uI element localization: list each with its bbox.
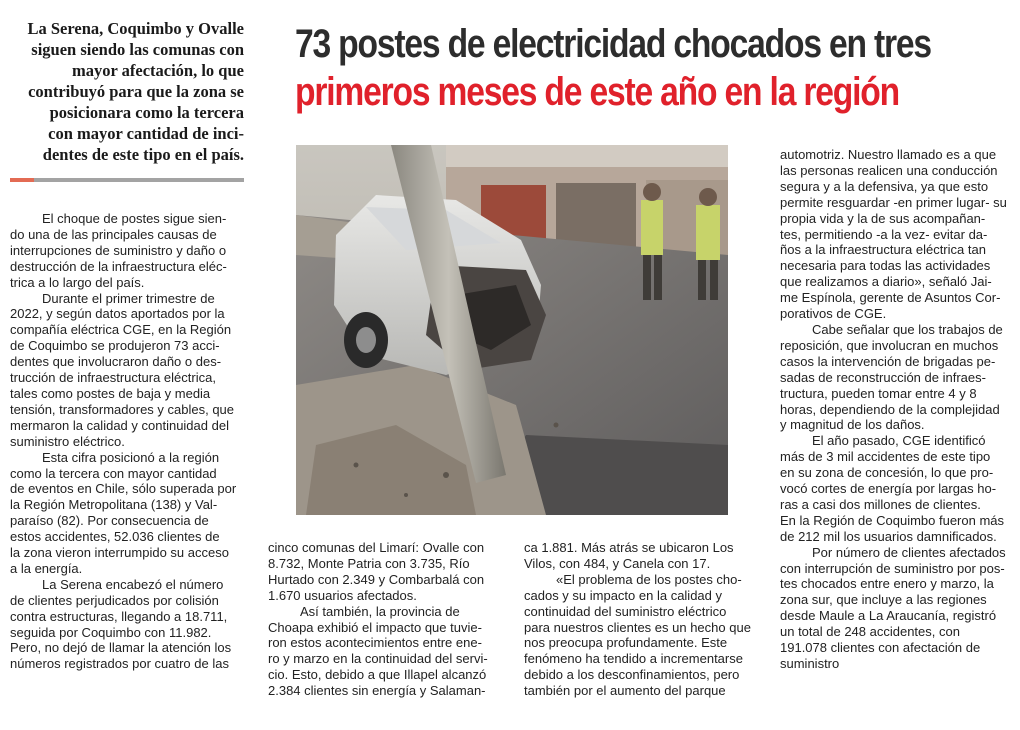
body-line: la zona vieron interrumpido su acceso: [10, 545, 229, 561]
body-line: Cabe señalar que los trabajos de: [812, 321, 1003, 337]
body-line: tensión, transformadores y cables, que: [10, 401, 235, 417]
lead-line: contribuyó para que la zona se: [28, 82, 244, 101]
lead-summary: [10, 18, 244, 165]
body-line: Durante el primer trimestre de: [42, 290, 215, 306]
body-line: me Espínola, gerente de Asuntos Cor-: [780, 290, 1001, 306]
body-line: mermaron la calidad y continuidad del: [10, 417, 229, 433]
lead-line: posicionara como la tercera: [49, 103, 244, 122]
body-line: Por número de clientes afectados: [812, 544, 1006, 560]
lead-line: siguen siendo las comunas con: [31, 40, 244, 59]
body-line: como la tercera con mayor cantidad: [10, 465, 217, 481]
article-column-3: [524, 540, 756, 699]
body-line: números registrados por cuatro de las: [10, 656, 229, 672]
body-line: tructura, pueden tomar entre 4 y 8: [780, 385, 977, 401]
body-line: destrucción de la infraestructura eléc-: [10, 258, 227, 274]
body-line: cinco comunas del Limarí: Ovalle con: [268, 540, 485, 555]
headline-line-2: primeros meses de este año en la región: [295, 70, 899, 114]
body-line: ron estos acontecimientos entre ene-: [268, 635, 482, 651]
article-column-4: [780, 147, 1012, 672]
body-line: permite resguardar -en primer lugar- su: [780, 194, 1007, 210]
body-line: tales como postes de baja y media: [10, 385, 211, 401]
body-line: estos accidentes, 52.036 clientes de: [10, 529, 220, 545]
body-line: dentes que involucraron daño o des-: [10, 354, 222, 370]
body-line: un total de 248 accidentes, con: [780, 624, 960, 640]
body-line: Choapa exhibió el impacto que tuvie-: [268, 619, 482, 635]
body-line: ro y marzo en la continuidad del servi-: [268, 651, 488, 667]
body-line: tes chocados entre enero y marzo, la: [780, 576, 994, 592]
body-line: Vilos, con 484, y Canela con 17.: [524, 555, 711, 571]
body-line: El choque de postes sigue sien-: [42, 211, 227, 226]
body-line: reposición, que involucran en muchos: [780, 337, 999, 353]
body-line: continuidad del suministro eléctrico: [524, 603, 727, 619]
body-line: trica a lo largo del país.: [10, 274, 145, 290]
body-line: automotriz. Nuestro llamado es a que: [780, 147, 997, 162]
body-line: segura y a la defensiva, ya que esto: [780, 178, 989, 194]
body-line: seguida por Coquimbo con 11.982.: [10, 624, 212, 640]
body-line: de eventos en Chile, sólo superada por: [10, 481, 237, 497]
article-column-1: [10, 211, 244, 672]
body-line: cados y su impacto en la calidad y: [524, 587, 722, 603]
lead-line: mayor afectación, lo que: [71, 61, 244, 80]
body-line: suministro: [780, 656, 840, 671]
body-line: para nuestros clientes es un hecho que: [524, 619, 751, 635]
body-line: zona sur, que incluye a las regiones: [780, 592, 987, 608]
body-line: con interrupción de suministro por pos-: [780, 560, 1005, 576]
lead-line: con mayor cantidad de inci-: [48, 124, 244, 143]
body-line: desde Maule a La Araucanía, registró: [780, 608, 997, 624]
body-line: Esta cifra posicionó a la región: [42, 449, 220, 465]
headline-line-1: 73 postes de electricidad chocados en tres: [295, 22, 931, 66]
body-line: vocó cortes de energía por largas ho-: [780, 481, 997, 497]
body-line: nos preocupa profundamente. Este: [524, 635, 728, 651]
body-line: más de 3 mil accidentes de este tipo: [780, 449, 991, 465]
body-line: fenómeno ha tendido a incrementarse: [524, 651, 743, 667]
lead-line: dentes de este tipo en el país.: [42, 145, 244, 164]
body-line: cio. Esto, debido a que Illapel alcanzó: [268, 667, 487, 683]
body-line: ras a casi dos millones de clientes.: [780, 496, 981, 512]
body-line: contra estructuras, llegando a 18.711,: [10, 608, 228, 624]
body-line: ca 1.881. Más atrás se ubicaron Los: [524, 540, 734, 555]
body-line: Hurtado con 2.349 y Combarbalá con: [268, 571, 485, 587]
body-line: debido a los desconfinamientos, pero: [524, 667, 740, 683]
body-line: tes, permitiendo -a la vez- evitar da-: [780, 226, 988, 242]
body-line: sadas de reconstrucción de infraes-: [780, 369, 986, 385]
section-divider: [10, 178, 244, 182]
body-line: ños a la infraestructura eléctrica tan: [780, 242, 986, 258]
body-line: propia vida y la de sus acompañan-: [780, 210, 986, 226]
body-line: 2.384 clientes sin energía y Salaman-: [268, 683, 486, 699]
body-line: casos la intervención de brigadas pe-: [780, 353, 996, 369]
article-column-2: [268, 540, 500, 699]
body-line: paraíso (82). Por consecuencia de: [10, 513, 209, 529]
lead-line: La Serena, Coquimbo y Ovalle: [27, 19, 244, 38]
body-line: que realizamos a diario», señaló Jai-: [780, 274, 992, 290]
body-line: y magnitud de los daños.: [780, 417, 925, 433]
body-line: de Coquimbo se produjeron 73 acci-: [10, 338, 220, 354]
body-line: 8.732, Monte Patria con 3.735, Río: [268, 555, 470, 571]
body-line: también por el aumento del parque: [524, 683, 726, 699]
body-line: do una de las principales causas de: [10, 226, 217, 242]
body-line: 1.670 usuarios afectados.: [268, 587, 417, 603]
body-line: 191.078 clientes con afectación de: [780, 640, 981, 656]
body-line: necesaria para todas las actividades: [780, 258, 991, 274]
body-line: la Región Metropolitana (138) y Val-: [10, 497, 218, 513]
body-line: trucción de infraestructura eléctrica,: [10, 370, 216, 386]
body-line: las personas realicen una conducción: [780, 162, 998, 178]
body-line: La Serena encabezó el número: [42, 576, 224, 592]
body-line: en su zona de concesión, lo que pro-: [780, 465, 994, 481]
body-line: de 212 mil los usuarios damnificados.: [780, 528, 997, 544]
body-line: de clientes perjudicados por colisión: [10, 592, 219, 608]
body-line: interrupciones de suministro y daño o: [10, 242, 227, 258]
crashed-car-pole-photo: [296, 145, 728, 515]
body-line: horas, dependiendo de la complejidad: [780, 401, 1000, 417]
body-line: porativos de CGE.: [780, 306, 887, 322]
body-line: suministro eléctrico.: [10, 433, 125, 449]
body-line: «El problema de los postes cho-: [556, 571, 742, 587]
body-line: Así también, la provincia de: [300, 603, 460, 619]
divider-accent: [10, 178, 34, 182]
body-line: El año pasado, CGE identificó: [812, 433, 986, 449]
body-line: 2022, y según datos aportados por la: [10, 306, 225, 322]
body-line: Pero, no dejó de llamar la atención los: [10, 640, 232, 656]
body-line: compañía eléctrica CGE, en la Región: [10, 322, 232, 338]
body-line: En la Región de Coquimbo fueron más: [780, 512, 1005, 528]
article-headline: [295, 20, 931, 116]
body-line: a la energía.: [10, 560, 83, 576]
